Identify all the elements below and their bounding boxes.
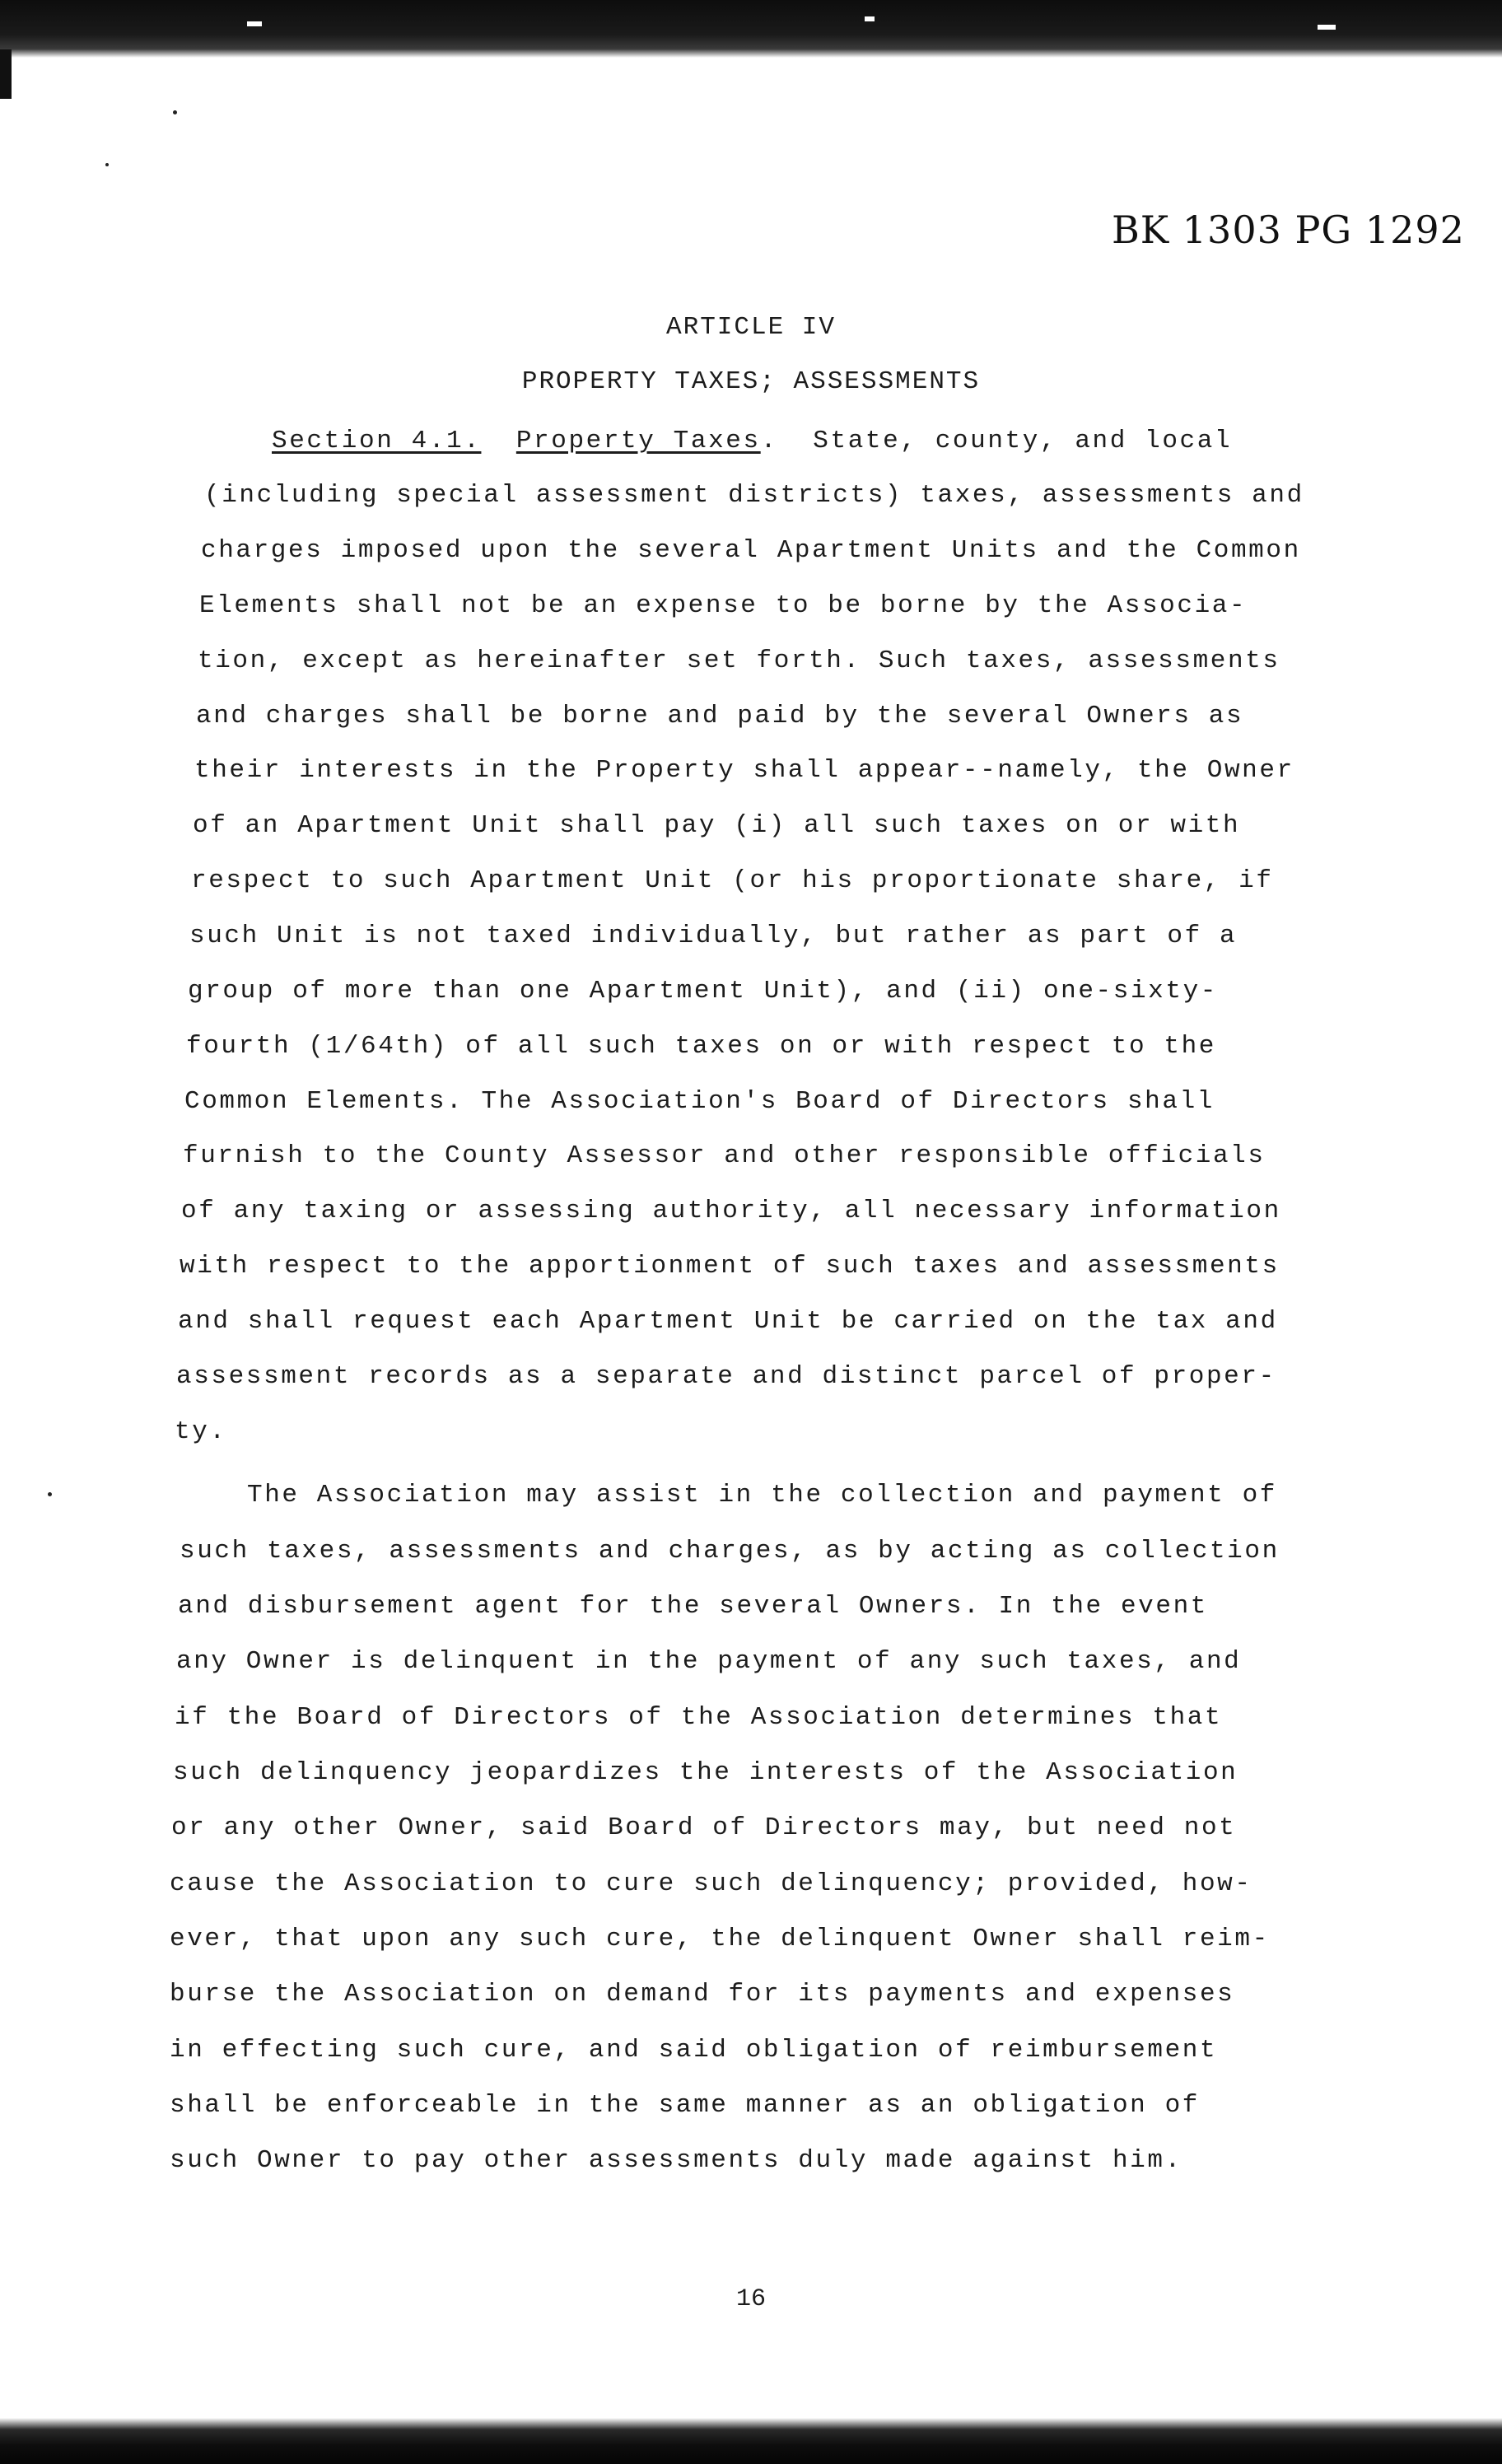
text-line: cause the Association to cure such delinquency; provided, how- [170,1869,1252,1898]
text-line: ty. [175,1417,227,1446]
section-title: Property Taxes [515,427,761,455]
text-line: or any other Owner, said Board of Directors may, but need not [171,1813,1237,1842]
text-line: such delinquency jeopardizes the interests of the Association [173,1758,1238,1787]
page-number: 16 [735,2285,766,2313]
text-line: Elements shall not be an expense to be borne by the Associa- [199,591,1248,620]
text-line: State, county, and local [813,427,1233,455]
text-line: shall be enforceable in the same manner as an obligation of [170,2091,1200,2120]
section-heading-line: Section 4.1. Property Taxes. State, county, and local [272,427,1233,455]
text-line: assessment records as a separate and distinct parcel of proper- [176,1362,1276,1391]
text-line: fourth (1/64th) of all such taxes on or with respect to the [186,1032,1216,1061]
scan-speck [865,16,875,21]
text-line: their interests in the Property shall appear--namely, the Owner [194,756,1294,785]
scan-edge-left [0,49,12,99]
text-line: and shall request each Apartment Unit be carried on the tax and [178,1307,1278,1336]
scan-speck [247,21,262,26]
text-line: such Unit is not taxed individually, but rather as part of a [189,922,1238,950]
text-line: burse the Association on demand for its payments and expenses [170,1980,1235,2009]
section-label: Section 4.1. [272,427,482,455]
text-line: The Association may assist in the collection and payment of [247,1481,1277,1510]
text-line: group of more than one Apartment Unit), and (ii) one-sixty- [188,977,1218,1006]
text-line: of an Apartment Unit shall pay (i) all such taxes on or with [193,811,1241,840]
recording-stamp: BK 1303 PG 1292 [1112,208,1465,252]
text-line: in effecting such cure, and said obligation of reimbursement [170,2036,1218,2065]
text-line: and charges shall be borne and paid by the several Owners as [196,702,1244,730]
text-line: furnish to the County Assessor and other responsible officials [183,1141,1266,1170]
text-line: charges imposed upon the several Apartment Units and the Common [201,536,1301,565]
text-line: ever, that upon any such cure, the delinquent Owner shall reim- [170,1925,1270,1953]
text-line: if the Board of Directors of the Association determines that [175,1703,1223,1732]
text-line: and disbursement agent for the several Owners. In the event [178,1592,1208,1621]
speck [48,1492,52,1496]
text-line: respect to such Apartment Unit (or his proportionate share, if [191,866,1274,895]
text-line: (including special assessment districts) taxes, assessments and [204,481,1304,510]
text-line: such Owner to pay other assessments duly made against him. [170,2146,1182,2175]
text-line: of any taxing or assessing authority, all necessary information [181,1197,1281,1225]
text-line: with respect to the apportionment of such taxes and assessments [180,1252,1280,1281]
text-line: Common Elements. The Association's Board of Directors shall [184,1087,1215,1116]
scan-edge-bottom [0,2418,1502,2464]
text-line: any Owner is delinquent in the payment of any such taxes, and [176,1647,1242,1676]
article-subheading: PROPERTY TAXES; ASSESSMENTS [521,367,981,396]
speck [173,110,177,114]
scan-edge-top [0,0,1502,58]
text-line: such taxes, assessments and charges, as by acting as collection [180,1537,1280,1566]
article-heading: ARTICLE IV [665,313,837,342]
speck [105,163,109,166]
scan-speck [1318,25,1336,30]
text-line: tion, except as hereinafter set forth. Such taxes, assessments [198,646,1280,675]
